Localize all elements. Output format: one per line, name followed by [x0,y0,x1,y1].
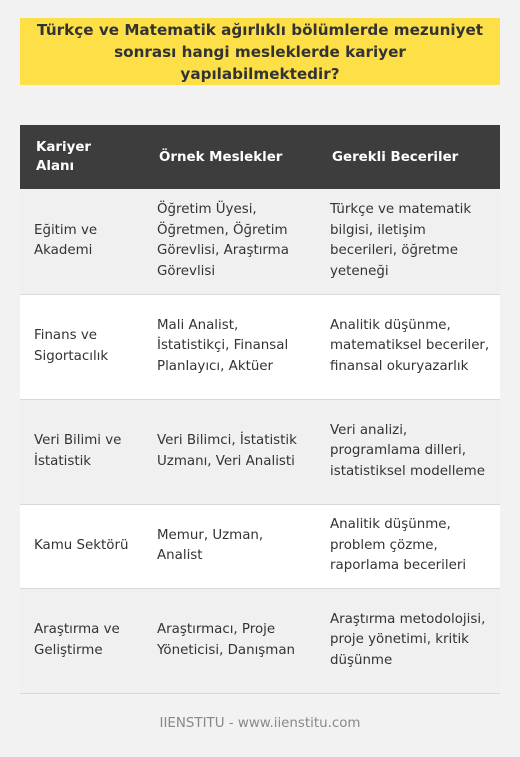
cell-example-jobs: Mali Analist, İstatistikçi, Finansal Planlayıcı, Aktüer [157,317,289,374]
page-title: Türkçe ve Matematik ağırlıklı bölümlerde mezuniyet sonrası hangi mesleklerde kariyer yapılabilmektedir? [36,20,484,83]
cell-career-area: Eğitim ve Akademi [34,222,98,259]
cell-required-skills: Araştırma metodolojisi, proje yönetimi, kritik düşünme [330,611,486,668]
table-row [20,504,500,588]
title-banner [20,18,500,85]
header-required-skills: Gerekli Beceriler [332,149,459,165]
header-career-area: Kariyer Alanı [36,140,92,174]
table-row [20,588,500,693]
career-table [20,125,500,694]
table-header-row [20,125,500,189]
cell-example-jobs: Memur, Uzman, Analist [157,527,264,563]
cell-required-skills: Türkçe ve matematik bilgisi, iletişim becerileri, öğretme yeteneği [330,202,472,279]
cell-example-jobs: Araştırmacı, Proje Yöneticisi, Danışman [157,622,296,658]
cell-required-skills: Analitik düşünme, matematiksel beceriler, finansal okuryazarlık [330,317,490,374]
cell-example-jobs: Öğretim Üyesi, Öğretmen, Öğretim Görevlisi, Araştırma Görevlisi [157,202,289,279]
cell-required-skills: Analitik düşünme, problem çözme, raporlama becerileri [330,517,467,574]
cell-career-area: Araştırma ve Geliştirme [34,622,120,658]
footer-credit: IIENSTITU - www.iienstitu.com [159,716,361,731]
cell-career-area: Veri Bilimi ve İstatistik [34,433,122,469]
header-example-jobs: Örnek Meslekler [159,149,283,165]
table-row [20,294,500,399]
table-row [20,399,500,504]
table-row [20,189,500,294]
cell-career-area: Kamu Sektörü [34,537,129,553]
cell-career-area: Finans ve Sigortacılık [34,328,109,364]
cell-required-skills: Veri analizi, programlama dilleri, istatistiksel modelleme [330,422,485,479]
cell-example-jobs: Veri Bilimci, İstatistik Uzmanı, Veri Analisti [157,433,297,469]
